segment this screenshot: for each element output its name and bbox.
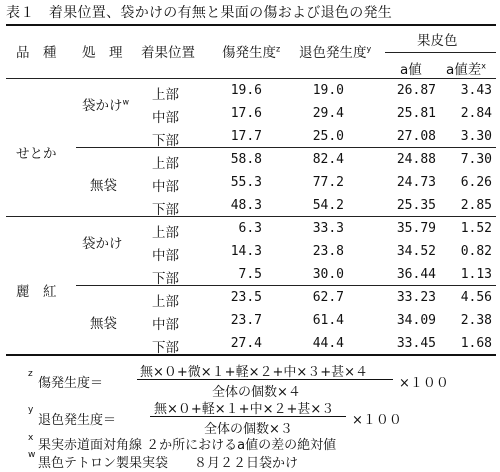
footnote-y-mark: y — [28, 405, 34, 415]
header-damage-label: 傷発生度 — [222, 45, 276, 61]
treatment-label — [82, 232, 123, 252]
position-cell: 下部 — [152, 202, 179, 218]
header-treatment: 処 理 — [82, 45, 123, 61]
a-value-cell: 33.45 — [396, 336, 436, 351]
position-cell: 上部 — [152, 294, 179, 310]
header-variety: 品 種 — [16, 45, 57, 61]
treatment-separator-reiko — [76, 285, 496, 286]
footnote-x-text: 果実赤道面対角線 ２か所におけるa値の差の絶対値 — [38, 438, 337, 453]
footnote-y-fraction-bar — [150, 416, 346, 417]
fade-cell: 44.4 — [312, 336, 344, 351]
header-damage — [222, 41, 280, 61]
a-value-cell: 26.87 — [396, 83, 436, 98]
position-cell: 中部 — [152, 110, 179, 126]
a-diff-cell: 3.43 — [460, 83, 492, 98]
position-cell: 上部 — [152, 87, 179, 103]
position-cell: 中部 — [152, 179, 179, 195]
a-diff-cell: 2.84 — [460, 106, 492, 121]
damage-cell: 19.6 — [230, 83, 262, 98]
damage-cell: 23.7 — [230, 313, 262, 328]
footnote-w-text: 黒色テトロン製果実袋 ８月２２日袋かけ — [38, 456, 299, 471]
a-value-cell: 27.08 — [396, 129, 436, 144]
fade-cell: 82.4 — [312, 152, 344, 167]
footnote-z-fraction-bar — [137, 379, 393, 380]
header-a-diff — [446, 58, 486, 78]
damage-cell: 48.3 — [230, 198, 262, 213]
fade-cell: 61.4 — [312, 313, 344, 328]
footnote-z-numerator: 無×０+微×１+軽×２+中×３+甚×４ — [140, 365, 369, 380]
position-cell: 上部 — [152, 225, 179, 241]
a-value-cell: 24.73 — [396, 175, 436, 190]
fade-cell: 33.3 — [312, 221, 344, 236]
header-skin-color: 果皮色 — [417, 33, 458, 49]
header-position: 着果位置 — [141, 45, 195, 61]
damage-cell: 27.4 — [230, 336, 262, 351]
position-cell: 上部 — [152, 156, 179, 172]
damage-cell: 55.3 — [230, 175, 262, 190]
variety-separator — [6, 216, 496, 217]
header-bottom-rule — [6, 78, 496, 79]
fade-cell: 29.4 — [312, 106, 344, 121]
footnote-y-factor: ×１００ — [352, 413, 402, 428]
position-cell: 中部 — [152, 248, 179, 264]
footnote-y-label: 退色発生度＝ — [38, 413, 117, 428]
a-value-cell: 25.81 — [396, 106, 436, 121]
footnote-w-mark: w — [28, 450, 36, 460]
fade-cell: 54.2 — [312, 198, 344, 213]
a-diff-cell: 2.85 — [460, 198, 492, 213]
treatment-sup: w — [122, 97, 130, 106]
header-a-value: a値 — [400, 62, 422, 78]
damage-cell: 58.8 — [230, 152, 262, 167]
damage-cell: 6.3 — [238, 221, 262, 236]
table-title: 表１ 着果位置、袋かけの有無と果面の傷および退色の発生 — [6, 5, 393, 21]
variety-label: 麗 紅 — [16, 284, 57, 300]
fade-cell: 19.0 — [312, 83, 344, 98]
damage-cell: 17.6 — [230, 106, 262, 121]
fade-cell: 23.8 — [312, 244, 344, 259]
fade-cell: 25.0 — [312, 129, 344, 144]
fade-cell: 77.2 — [312, 175, 344, 190]
a-diff-cell: 6.26 — [460, 175, 492, 190]
a-value-cell: 24.88 — [396, 152, 436, 167]
footnote-z-denominator: 全体の個数×４ — [212, 385, 301, 400]
header-a-diff-sup: x — [481, 61, 487, 71]
a-value-cell: 25.35 — [396, 198, 436, 213]
treatment-separator-setoka — [76, 147, 496, 148]
skin-color-subrule — [385, 52, 496, 53]
a-diff-cell: 0.82 — [460, 244, 492, 259]
treatment-label — [82, 94, 129, 114]
treatment-label — [90, 312, 117, 332]
header-fade-label: 退色発生度 — [299, 45, 367, 61]
header-a-diff-label: a値差 — [446, 62, 482, 78]
table-bottom-rule — [6, 354, 496, 356]
footnote-y-numerator: 無×０+軽×１+中×２+甚×３ — [154, 402, 335, 417]
treatment-name: 袋かけ — [82, 235, 123, 252]
damage-cell: 17.7 — [230, 129, 262, 144]
treatment-name: 無袋 — [90, 178, 117, 194]
position-cell: 下部 — [152, 133, 179, 149]
damage-cell: 14.3 — [230, 244, 262, 259]
footnote-x-mark: x — [28, 433, 34, 443]
footnote-z-mark: z — [28, 369, 33, 379]
a-diff-cell: 2.38 — [460, 313, 492, 328]
fade-cell: 30.0 — [312, 267, 344, 282]
a-value-cell: 34.52 — [396, 244, 436, 259]
a-diff-cell: 1.13 — [460, 267, 492, 282]
treatment-label — [90, 174, 117, 194]
header-fade-sup: y — [366, 44, 372, 54]
position-cell: 下部 — [152, 340, 179, 356]
header-damage-sup: z — [276, 44, 281, 54]
table-top-rule — [6, 24, 496, 26]
a-value-cell: 36.44 — [396, 267, 436, 282]
footnote-z-factor: ×１００ — [399, 376, 449, 391]
a-value-cell: 34.09 — [396, 313, 436, 328]
a-diff-cell: 3.30 — [460, 129, 492, 144]
variety-label: せとか — [16, 146, 57, 162]
footnote-y-denominator: 全体の個数×３ — [204, 422, 293, 437]
position-cell: 下部 — [152, 271, 179, 287]
footnote-z-label: 傷発生度＝ — [38, 376, 104, 391]
fade-cell: 62.7 — [312, 290, 344, 305]
header-fade — [299, 41, 371, 61]
position-cell: 中部 — [152, 317, 179, 333]
a-diff-cell: 4.56 — [460, 290, 492, 305]
a-value-cell: 33.23 — [396, 290, 436, 305]
damage-cell: 23.5 — [230, 290, 262, 305]
treatment-name: 袋かけ — [82, 97, 123, 114]
a-diff-cell: 7.30 — [460, 152, 492, 167]
a-diff-cell: 1.52 — [460, 221, 492, 236]
damage-cell: 7.5 — [238, 267, 262, 282]
treatment-name: 無袋 — [90, 316, 117, 332]
a-value-cell: 35.79 — [396, 221, 436, 236]
a-diff-cell: 1.68 — [460, 336, 492, 351]
